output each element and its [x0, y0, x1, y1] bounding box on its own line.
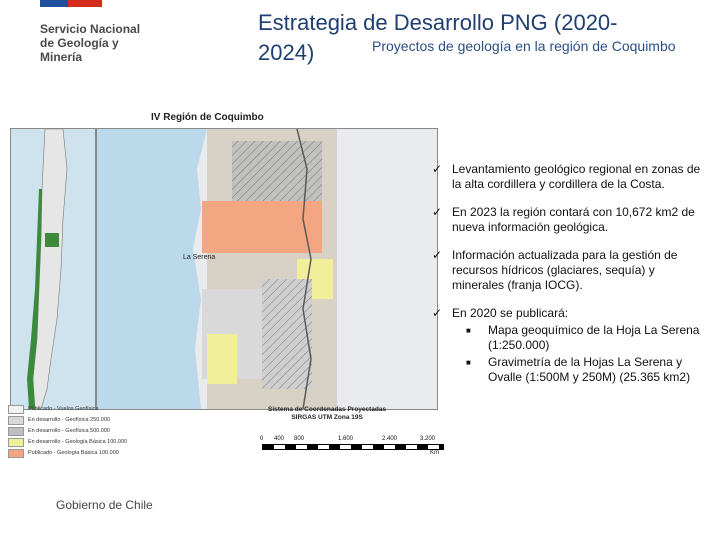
- scale-label: 0: [260, 436, 264, 442]
- logo-line-2: de Geología y: [40, 36, 119, 50]
- square-bullet-icon: ■: [466, 358, 471, 367]
- scale-label: 800: [294, 436, 305, 442]
- scale-unit: Km: [430, 450, 439, 456]
- legend-item: [8, 404, 178, 414]
- bullet-item: [432, 162, 710, 192]
- geology-map-figure: [8, 108, 440, 458]
- legend-item: [8, 426, 178, 436]
- flag-bar: [40, 0, 102, 7]
- legend-swatch: [8, 416, 24, 425]
- scale-label: 2.400: [382, 436, 398, 442]
- logo-line-1: Servicio Nacional: [40, 22, 141, 36]
- check-icon: ✓: [432, 306, 443, 320]
- sub-bullet-item: [466, 323, 710, 353]
- scale-label: 400: [274, 436, 285, 442]
- bullet-item: [432, 248, 710, 293]
- scale-label: 1.600: [338, 436, 354, 442]
- legend-item: [8, 437, 178, 447]
- sernageomin-logo: [8, 0, 178, 70]
- bullet-text: Levantamiento geológico regional en zonas de la alta cordillera y cordillera de la Costa.: [452, 162, 701, 191]
- check-icon: ✓: [432, 162, 443, 176]
- legend-item: [8, 448, 178, 458]
- bullet-list: [432, 162, 710, 398]
- legend-label: Publicado - Geología Básica 100.000: [28, 450, 119, 456]
- chile-inset-map: [10, 128, 99, 412]
- scale-label: 3.200: [420, 436, 436, 442]
- legend-swatch: [8, 405, 24, 414]
- la-serena-label: La Serena: [183, 254, 216, 261]
- government-footer: Gobierno de Chile: [56, 498, 153, 512]
- scale-bar: [258, 436, 448, 458]
- bullet-text: En 2020 se publicará:: [452, 306, 569, 320]
- slide-title-line-1: Estrategia de Desarrollo PNG (2020-: [258, 10, 618, 35]
- check-icon: ✓: [432, 205, 443, 219]
- logo-text: [40, 22, 140, 64]
- bullet-text: En 2023 la región contará con 10,672 km2 de nueva información geológica.: [452, 205, 695, 234]
- logo-line-3: Minería: [40, 50, 83, 64]
- check-icon: ✓: [432, 248, 443, 262]
- map-legend: [8, 404, 178, 459]
- coordinate-system-note: [268, 406, 386, 422]
- legend-label: Publicado - Vuelos Geofísica: [28, 406, 99, 412]
- bullet-item: [432, 205, 710, 235]
- legend-label: En desarrollo - Geofísica 500.000: [28, 428, 110, 434]
- legend-label: En desarrollo - Geofísica 250.000: [28, 417, 110, 423]
- legend-swatch: [8, 449, 24, 458]
- bullet-text: Información actualizada para la gestión de recursos hídricos (glaciares, sequía) y minerales (franja IOCG).: [452, 248, 678, 292]
- square-bullet-icon: ■: [466, 326, 471, 335]
- slide-subtitle: Proyectos de geología en la región de Coquimbo: [372, 38, 676, 54]
- coord-system-line-1: Sistema de Coordenadas Proyectadas: [268, 406, 387, 413]
- bullet-item: [432, 306, 710, 385]
- legend-label: En desarrollo - Geología Básica 100.000: [28, 439, 128, 445]
- legend-swatch: [8, 438, 24, 447]
- slide-title-line-2: 2024): [258, 40, 315, 65]
- sub-bullet-text: Mapa geoquímico de la Hoja La Serena (1:250.000): [488, 323, 700, 352]
- coord-system-line-2: SIRGAS UTM Zona 19S: [291, 414, 363, 421]
- coquimbo-main-map: [96, 128, 438, 410]
- legend-swatch: [8, 427, 24, 436]
- sub-bullet-item: [466, 355, 710, 385]
- sub-bullet-text: Gravimetría de la Hojas La Serena y Ovalle (1:500M y 250M) (25.365 km2): [488, 355, 691, 384]
- scale-bar-graphic: [262, 444, 444, 450]
- legend-item: [8, 415, 178, 425]
- map-title: IV Región de Coquimbo: [151, 112, 264, 123]
